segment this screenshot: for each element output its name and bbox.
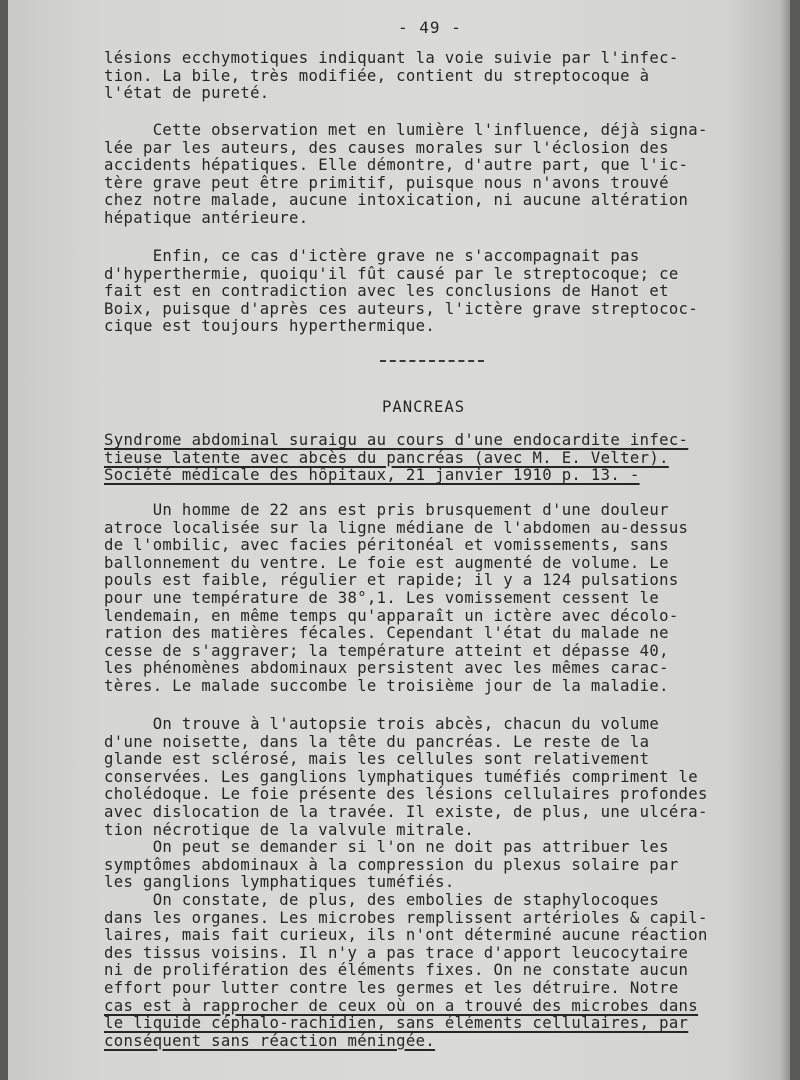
text-line: atroce localisée sur la ligne médiane de l'abdomen au-dessus [104, 518, 689, 537]
text-line: Un homme de 22 ans est pris brusquement d'une douleur [104, 501, 669, 519]
text-line: Boix, puisque d'après ces auteurs, l'ictère grave streptococ- [104, 299, 699, 318]
text-line: des tissus voisins. Il n'y a pas trace d'apport leucocytaire [104, 943, 689, 962]
text-line: avec dislocation de la travée. Il existe, de plus, une ulcéra- [104, 802, 708, 821]
text-line: On trouve à l'autopsie trois abcès, chacun du volume [104, 715, 660, 733]
text-line: conservées. Les ganglions lymphatiques tuméfiés compriment le [104, 767, 699, 786]
text-line: d'hyperthermie, quoiqu'il fût causé par le streptocoque; ce [104, 264, 679, 283]
text-line: dans les organes. Les microbes remplissent artérioles & capil- [104, 908, 708, 927]
text-line: effort pour lutter contre les germes et les détruire. Notre [104, 978, 679, 997]
underlined-text-line: conséquent sans réaction méningée. [104, 1031, 436, 1050]
text-line: accidents hépatiques. Elle démontre, d'autre part, que l'ic- [104, 156, 689, 175]
text-line: l'état de pureté. [104, 84, 270, 103]
text-line: hépatique antérieure. [104, 208, 309, 227]
text-line: pour une température de 38°,1. Les vomissement cessent le [104, 588, 660, 607]
reference-line: Syndrome abdominal suraigu au cours d'une endocardite infec- [104, 431, 689, 449]
reference-citation [104, 432, 768, 485]
text-line: lée par les auteurs, des causes morales sur l'éclosion des [104, 138, 669, 157]
paragraph-3 [104, 248, 768, 336]
text-line: pouls est faible, régulier et rapide; il y a 124 pulsations [104, 571, 679, 590]
text-line: On peut se demander si l'on ne doit pas attribuer les [104, 838, 669, 857]
underlined-text-line: cas est à rapprocher de ceux où on a trouvé des microbes dans [104, 996, 699, 1015]
body-paragraph-1 [104, 502, 768, 696]
underlined-text-line: le liquide céphalo-rachidien, sans éléments cellulaires, par [104, 1014, 689, 1033]
text-line: On constate, de plus, des embolies de staphylocoques [104, 890, 660, 909]
text-line: les ganglions lymphatiques tuméfiés. [104, 873, 455, 892]
text-line: cique est toujours hyperthermique. [104, 317, 436, 336]
body-paragraph-2 [104, 716, 768, 1050]
reference-line: Société médicale des hôpitaux, 21 janvier 1910 p. 13. - [104, 466, 640, 485]
page-edge-shadow [780, 0, 790, 1080]
text-line: lendemain, en même temps qu'apparaît un ictère avec décolo- [104, 606, 679, 625]
text-line: d'une noisette, dans la tête du pancréas. Le reste de la [104, 732, 650, 751]
text-line: tion. La bile, très modifiée, contient du streptocoque à [104, 66, 650, 85]
text-line: tère grave peut être primitif, puisque nous n'avons trouvé [104, 173, 669, 192]
text-line: chez notre malade, aucune intoxication, ni aucune altération [104, 191, 689, 210]
text-line: les phénomènes abdominaux persistent avec les mêmes carac- [104, 659, 669, 678]
text-line: fait est en contradiction avec les conclusions de Hanot et [104, 282, 669, 301]
paragraph-1 [104, 50, 768, 103]
text-line: cesse de s'aggraver; la température atteint et dépasse 40, [104, 641, 669, 660]
paragraph-2 [104, 122, 768, 228]
section-separator [380, 360, 484, 362]
section-title: PANCREAS [382, 398, 466, 416]
text-line: ballonnement du ventre. Le foie est augmenté de volume. Le [104, 553, 669, 572]
reference-line: tieuse latente avec abcès du pancréas (avec M. E. Velter). [104, 448, 669, 467]
text-line: symptômes abdominaux à la compression du plexus solaire par [104, 855, 679, 874]
text-line: Cette observation met en lumière l'influence, déjà signa- [104, 121, 708, 139]
text-line: tion nécrotique de la valvule mitrale. [104, 820, 475, 839]
document-page [8, 0, 790, 1080]
text-line: Enfin, ce cas d'ictère grave ne s'accompagnait pas [104, 247, 640, 265]
text-line: ration des matières fécales. Cependant l'état du malade ne [104, 624, 669, 643]
text-line: laires, mais fait curieux, ils n'ont déterminé aucune réaction [104, 926, 708, 945]
text-line: glande est sclérosé, mais les cellules sont relativement [104, 750, 650, 769]
text-line: lésions ecchymotiques indiquant la voie suivie par l'infec- [104, 49, 679, 67]
text-line: ni de prolifération des éléments fixes. On ne constate aucun [104, 961, 689, 980]
page-number: - 49 - [398, 18, 462, 37]
text-line: tères. Le malade succombe le troisième jour de la maladie. [104, 676, 669, 695]
text-line: cholédoque. Le foie présente des lésions cellulaires profondes [104, 785, 708, 804]
text-line: de l'ombilic, avec facies péritonéal et vomissements, sans [104, 536, 669, 555]
